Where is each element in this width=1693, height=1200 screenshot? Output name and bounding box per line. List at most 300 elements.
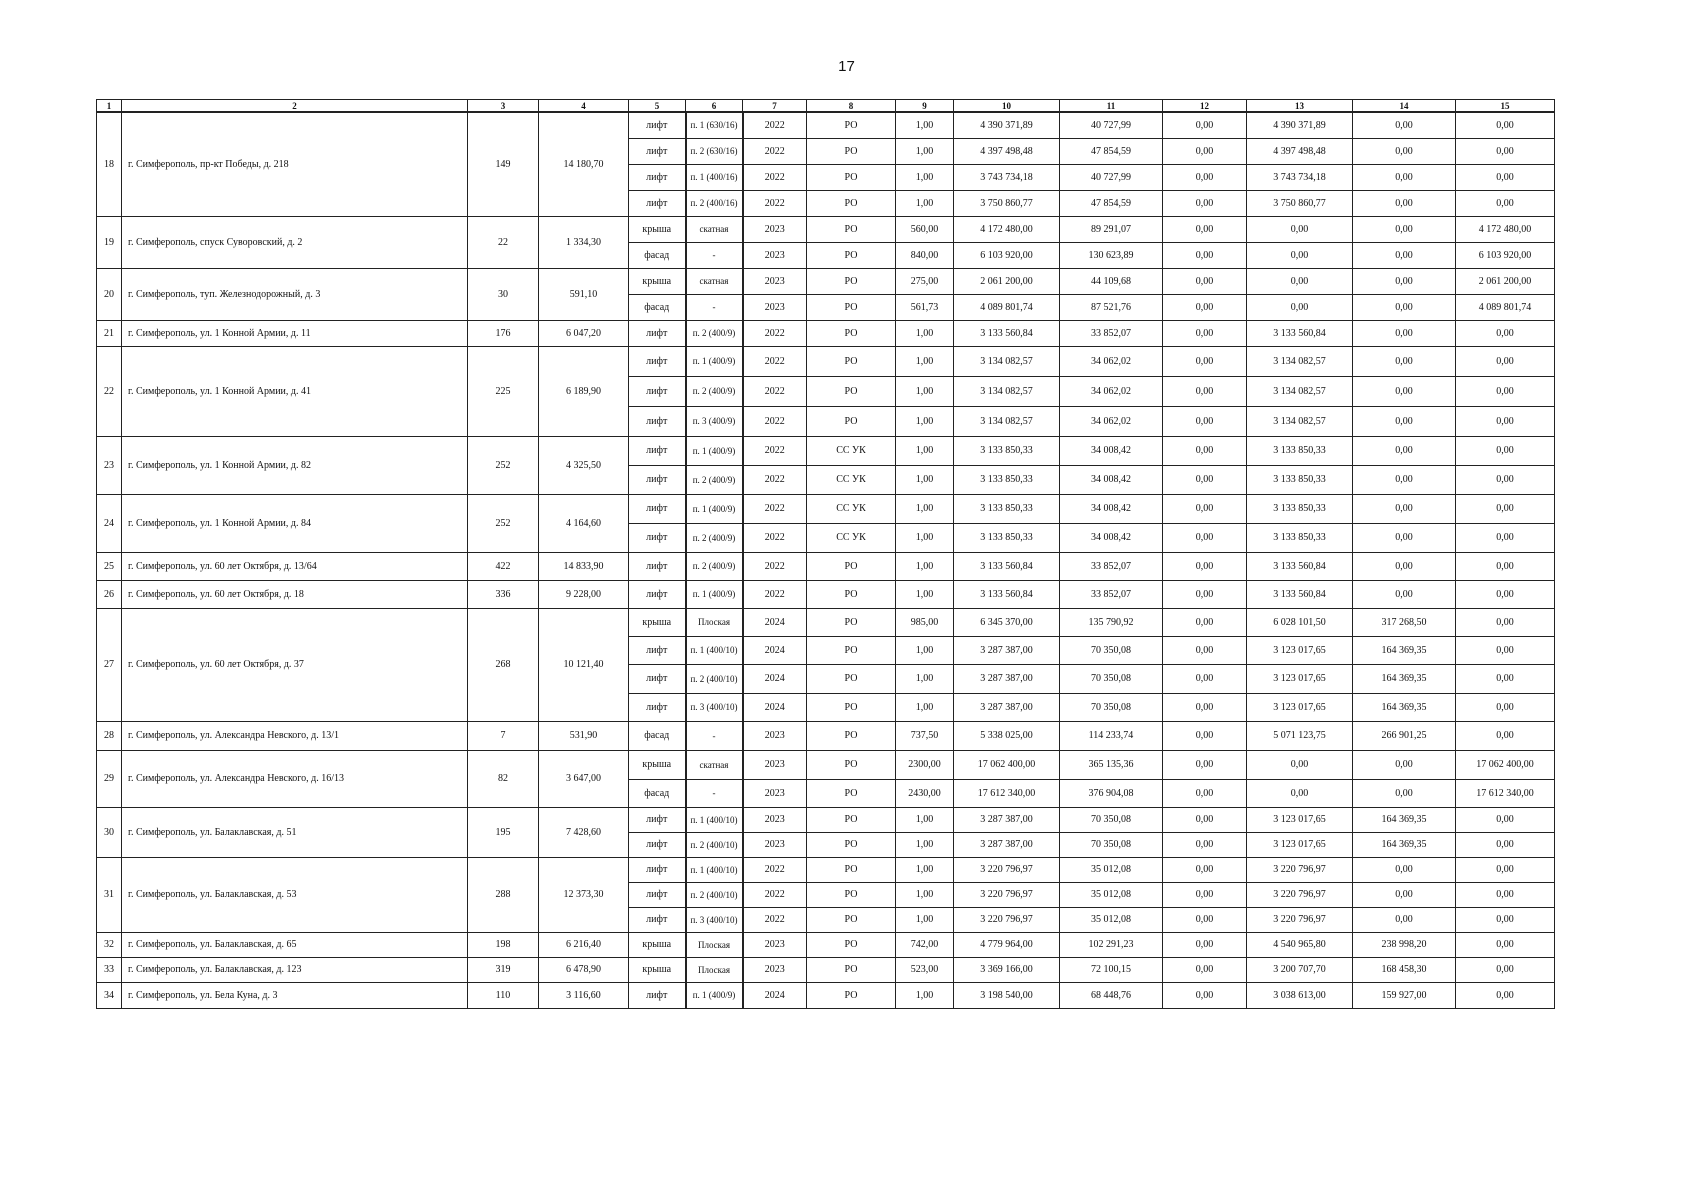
regional-fund-cell: 3 134 082,57 <box>1247 376 1353 406</box>
element-cell: крыша <box>629 932 686 957</box>
quantity-cell: 737,50 <box>896 721 954 750</box>
quantity-cell: 1,00 <box>896 982 954 1008</box>
year-cell: 2023 <box>743 832 807 857</box>
total-cost-cell: 3 369 166,00 <box>954 957 1060 982</box>
owner-fund-cell: 164 369,35 <box>1353 807 1456 832</box>
other-fund-cell: 0,00 <box>1456 907 1555 932</box>
regional-fund-cell: 3 123 017,65 <box>1247 693 1353 721</box>
cost-per-unit-cell: 135 790,92 <box>1060 608 1163 636</box>
total-cost-cell: 3 287 387,00 <box>954 693 1060 721</box>
type-text: п. 1 (400/9) <box>692 503 736 514</box>
fund-cell: 0,00 <box>1163 807 1247 832</box>
total-cost-cell: 4 779 964,00 <box>954 932 1060 957</box>
other-fund-cell: 0,00 <box>1456 138 1555 164</box>
address-cell: г. Симферополь, ул. 1 Конной Армии, д. 11 <box>122 320 468 346</box>
cost-per-unit-cell: 34 008,42 <box>1060 436 1163 465</box>
owner-fund-cell: 0,00 <box>1353 376 1456 406</box>
type-text: п. 3 (400/10) <box>690 702 738 712</box>
other-fund-cell: 0,00 <box>1456 190 1555 216</box>
total-cost-cell: 3 133 850,33 <box>954 465 1060 494</box>
source-cell: РО <box>807 580 896 608</box>
fund-cell: 0,00 <box>1163 982 1247 1008</box>
source-cell: РО <box>807 882 896 907</box>
year-cell: 2023 <box>743 779 807 807</box>
total-cost-cell: 17 612 340,00 <box>954 779 1060 807</box>
other-fund-cell: 0,00 <box>1456 580 1555 608</box>
area-cell: 14 180,70 <box>539 112 629 216</box>
quantity-cell: 523,00 <box>896 957 954 982</box>
total-cost-cell: 3 133 850,33 <box>954 494 1060 523</box>
element-cell: лифт <box>629 376 686 406</box>
other-fund-cell: 0,00 <box>1456 932 1555 957</box>
year-cell: 2023 <box>743 750 807 779</box>
quantity-cell: 1,00 <box>896 907 954 932</box>
regional-fund-cell: 3 220 796,97 <box>1247 857 1353 882</box>
cost-per-unit-cell: 33 852,07 <box>1060 552 1163 580</box>
row-number-cell: 24 <box>97 494 122 552</box>
total-cost-cell: 3 198 540,00 <box>954 982 1060 1008</box>
total-cost-cell: 3 750 860,77 <box>954 190 1060 216</box>
quantity-cell: 1,00 <box>896 523 954 552</box>
type-cell <box>686 376 743 406</box>
cost-per-unit-cell: 33 852,07 <box>1060 320 1163 346</box>
element-cell: лифт <box>629 580 686 608</box>
area-cell: 6 478,90 <box>539 957 629 982</box>
total-cost-cell: 3 133 560,84 <box>954 552 1060 580</box>
owner-fund-cell: 0,00 <box>1353 857 1456 882</box>
type-text: п. 2 (400/10) <box>690 839 738 850</box>
quantity-cell: 1,00 <box>896 857 954 882</box>
cost-per-unit-cell: 35 012,08 <box>1060 907 1163 932</box>
cost-per-unit-cell: 34 008,42 <box>1060 494 1163 523</box>
quantity-cell: 985,00 <box>896 608 954 636</box>
owner-fund-cell: 0,00 <box>1353 346 1456 376</box>
regional-fund-cell: 3 123 017,65 <box>1247 807 1353 832</box>
source-cell: РО <box>807 190 896 216</box>
regional-fund-cell: 3 133 850,33 <box>1247 436 1353 465</box>
page-number: 17 <box>838 58 855 75</box>
year-cell: 2022 <box>743 436 807 465</box>
column-header: 10 <box>954 100 1060 113</box>
source-cell: РО <box>807 636 896 664</box>
other-fund-cell: 0,00 <box>1456 608 1555 636</box>
year-cell: 2022 <box>743 164 807 190</box>
regional-fund-cell: 3 134 082,57 <box>1247 406 1353 436</box>
row-number-cell: 34 <box>97 982 122 1008</box>
type-cell <box>686 580 743 608</box>
apartments-count-cell: 252 <box>468 436 539 494</box>
apartments-count-cell: 288 <box>468 857 539 932</box>
element-cell: лифт <box>629 907 686 932</box>
element-cell: фасад <box>629 721 686 750</box>
other-fund-cell: 0,00 <box>1456 882 1555 907</box>
regional-fund-cell: 5 071 123,75 <box>1247 721 1353 750</box>
year-cell: 2022 <box>743 907 807 932</box>
address-cell: г. Симферополь, ул. Балаклавская, д. 65 <box>122 932 468 957</box>
fund-cell: 0,00 <box>1163 636 1247 664</box>
year-cell: 2023 <box>743 216 807 242</box>
year-cell: 2022 <box>743 552 807 580</box>
quantity-cell: 742,00 <box>896 932 954 957</box>
column-header: 9 <box>896 100 954 113</box>
address-cell: г. Симферополь, ул. 1 Конной Армии, д. 84 <box>122 494 468 552</box>
quantity-cell: 1,00 <box>896 465 954 494</box>
element-cell: фасад <box>629 294 686 320</box>
owner-fund-cell: 0,00 <box>1353 779 1456 807</box>
quantity-cell: 560,00 <box>896 216 954 242</box>
apartments-count-cell: 252 <box>468 494 539 552</box>
total-cost-cell: 3 134 082,57 <box>954 346 1060 376</box>
element-cell: лифт <box>629 664 686 693</box>
owner-fund-cell: 0,00 <box>1353 436 1456 465</box>
total-cost-cell: 3 287 387,00 <box>954 832 1060 857</box>
year-cell: 2022 <box>743 320 807 346</box>
cost-per-unit-cell: 87 521,76 <box>1060 294 1163 320</box>
type-text: п. 2 (400/9) <box>692 474 736 485</box>
other-fund-cell: 0,00 <box>1456 164 1555 190</box>
year-cell: 2023 <box>743 932 807 957</box>
row-number-cell: 18 <box>97 112 122 216</box>
quantity-cell: 1,00 <box>896 552 954 580</box>
row-number-cell: 30 <box>97 807 122 857</box>
total-cost-cell: 3 220 796,97 <box>954 882 1060 907</box>
type-text: п. 1 (400/10) <box>690 814 738 825</box>
element-cell: крыша <box>629 268 686 294</box>
total-cost-cell: 4 089 801,74 <box>954 294 1060 320</box>
fund-cell: 0,00 <box>1163 138 1247 164</box>
source-cell: РО <box>807 138 896 164</box>
fund-cell: 0,00 <box>1163 857 1247 882</box>
type-cell <box>686 832 743 857</box>
fund-cell: 0,00 <box>1163 294 1247 320</box>
element-cell: лифт <box>629 190 686 216</box>
table-row <box>97 320 1555 346</box>
type-cell <box>686 268 743 294</box>
source-cell: РО <box>807 268 896 294</box>
type-cell <box>686 882 743 907</box>
cost-per-unit-cell: 34 062,02 <box>1060 406 1163 436</box>
cost-per-unit-cell: 114 233,74 <box>1060 721 1163 750</box>
type-text: п. 2 (400/9) <box>692 561 736 571</box>
cost-per-unit-cell: 70 350,08 <box>1060 832 1163 857</box>
type-cell <box>686 907 743 932</box>
regional-fund-cell: 3 743 734,18 <box>1247 164 1353 190</box>
owner-fund-cell: 164 369,35 <box>1353 636 1456 664</box>
other-fund-cell: 0,00 <box>1456 721 1555 750</box>
address-cell: г. Симферополь, ул. Балаклавская, д. 53 <box>122 857 468 932</box>
column-header: 3 <box>468 100 539 113</box>
type-cell <box>686 494 743 523</box>
table-row <box>97 268 1555 294</box>
fund-cell: 0,00 <box>1163 494 1247 523</box>
element-cell: лифт <box>629 523 686 552</box>
element-cell: фасад <box>629 242 686 268</box>
type-cell <box>686 112 743 138</box>
regional-fund-cell: 0,00 <box>1247 216 1353 242</box>
total-cost-cell: 3 133 560,84 <box>954 320 1060 346</box>
other-fund-cell: 6 103 920,00 <box>1456 242 1555 268</box>
source-cell: РО <box>807 346 896 376</box>
area-cell: 3 116,60 <box>539 982 629 1008</box>
type-cell <box>686 346 743 376</box>
total-cost-cell: 3 743 734,18 <box>954 164 1060 190</box>
other-fund-cell: 0,00 <box>1456 320 1555 346</box>
apartments-count-cell: 422 <box>468 552 539 580</box>
regional-fund-cell: 4 390 371,89 <box>1247 112 1353 138</box>
owner-fund-cell: 0,00 <box>1353 242 1456 268</box>
owner-fund-cell: 0,00 <box>1353 268 1456 294</box>
fund-cell: 0,00 <box>1163 346 1247 376</box>
fund-cell: 0,00 <box>1163 693 1247 721</box>
cost-per-unit-cell: 34 062,02 <box>1060 346 1163 376</box>
row-number-cell: 22 <box>97 346 122 436</box>
regional-fund-cell: 3 134 082,57 <box>1247 346 1353 376</box>
fund-cell: 0,00 <box>1163 832 1247 857</box>
regional-fund-cell: 3 123 017,65 <box>1247 664 1353 693</box>
fund-cell: 0,00 <box>1163 436 1247 465</box>
element-cell: лифт <box>629 636 686 664</box>
year-cell: 2022 <box>743 376 807 406</box>
table-row <box>97 721 1555 750</box>
table-row <box>97 436 1555 465</box>
owner-fund-cell: 0,00 <box>1353 907 1456 932</box>
other-fund-cell: 17 062 400,00 <box>1456 750 1555 779</box>
fund-cell: 0,00 <box>1163 164 1247 190</box>
source-cell: РО <box>807 807 896 832</box>
fund-cell: 0,00 <box>1163 552 1247 580</box>
total-cost-cell: 4 397 498,48 <box>954 138 1060 164</box>
source-cell: РО <box>807 320 896 346</box>
other-fund-cell: 0,00 <box>1456 982 1555 1008</box>
type-cell <box>686 164 743 190</box>
fund-cell: 0,00 <box>1163 779 1247 807</box>
owner-fund-cell: 0,00 <box>1353 164 1456 190</box>
element-cell: лифт <box>629 346 686 376</box>
source-cell: РО <box>807 406 896 436</box>
apartments-count-cell: 198 <box>468 932 539 957</box>
total-cost-cell: 4 390 371,89 <box>954 112 1060 138</box>
element-cell: лифт <box>629 832 686 857</box>
type-text: п. 2 (400/10) <box>690 889 738 900</box>
year-cell: 2022 <box>743 882 807 907</box>
table-row <box>97 982 1555 1008</box>
type-cell <box>686 320 743 346</box>
element-cell: крыша <box>629 608 686 636</box>
regional-fund-cell: 3 133 850,33 <box>1247 523 1353 552</box>
cost-per-unit-cell: 376 904,08 <box>1060 779 1163 807</box>
other-fund-cell: 4 172 480,00 <box>1456 216 1555 242</box>
element-cell: лифт <box>629 982 686 1008</box>
area-cell: 3 647,00 <box>539 750 629 807</box>
quantity-cell: 1,00 <box>896 882 954 907</box>
total-cost-cell: 17 062 400,00 <box>954 750 1060 779</box>
row-number-cell: 26 <box>97 580 122 608</box>
column-header: 14 <box>1353 100 1456 113</box>
owner-fund-cell: 0,00 <box>1353 882 1456 907</box>
type-cell <box>686 636 743 664</box>
total-cost-cell: 3 220 796,97 <box>954 907 1060 932</box>
owner-fund-cell: 168 458,30 <box>1353 957 1456 982</box>
cost-per-unit-cell: 44 109,68 <box>1060 268 1163 294</box>
source-cell: РО <box>807 779 896 807</box>
year-cell: 2022 <box>743 346 807 376</box>
element-cell: лифт <box>629 320 686 346</box>
total-cost-cell: 3 220 796,97 <box>954 857 1060 882</box>
fund-cell: 0,00 <box>1163 608 1247 636</box>
type-cell <box>686 608 743 636</box>
cost-per-unit-cell: 40 727,99 <box>1060 164 1163 190</box>
type-text: п. 2 (400/9) <box>692 532 736 543</box>
other-fund-cell: 2 061 200,00 <box>1456 268 1555 294</box>
source-cell: РО <box>807 693 896 721</box>
element-cell: лифт <box>629 882 686 907</box>
year-cell: 2024 <box>743 693 807 721</box>
year-cell: 2024 <box>743 608 807 636</box>
table-row <box>97 857 1555 882</box>
fund-cell: 0,00 <box>1163 216 1247 242</box>
table-row <box>97 580 1555 608</box>
regional-fund-cell: 0,00 <box>1247 268 1353 294</box>
year-cell: 2024 <box>743 664 807 693</box>
type-cell <box>686 465 743 494</box>
table-row <box>97 494 1555 523</box>
area-cell: 531,90 <box>539 721 629 750</box>
owner-fund-cell: 0,00 <box>1353 216 1456 242</box>
apartments-count-cell: 225 <box>468 346 539 436</box>
type-text: п. 3 (400/10) <box>690 914 738 925</box>
source-cell: РО <box>807 932 896 957</box>
year-cell: 2024 <box>743 636 807 664</box>
quantity-cell: 1,00 <box>896 807 954 832</box>
type-cell <box>686 552 743 580</box>
type-text: - <box>712 730 716 741</box>
year-cell: 2024 <box>743 982 807 1008</box>
element-cell: лифт <box>629 465 686 494</box>
quantity-cell: 1,00 <box>896 190 954 216</box>
regional-fund-cell: 3 220 796,97 <box>1247 882 1353 907</box>
address-cell: г. Симферополь, ул. Александра Невского, д. 13/1 <box>122 721 468 750</box>
year-cell: 2023 <box>743 721 807 750</box>
cost-per-unit-cell: 35 012,08 <box>1060 882 1163 907</box>
cost-per-unit-cell: 68 448,76 <box>1060 982 1163 1008</box>
element-cell: лифт <box>629 552 686 580</box>
type-text: п. 1 (400/9) <box>692 589 736 599</box>
source-cell: РО <box>807 957 896 982</box>
source-cell: РО <box>807 242 896 268</box>
type-text: п. 1 (400/9) <box>692 445 736 456</box>
total-cost-cell: 2 061 200,00 <box>954 268 1060 294</box>
cost-per-unit-cell: 102 291,23 <box>1060 932 1163 957</box>
type-text: п. 2 (400/9) <box>692 328 736 338</box>
regional-fund-cell: 3 133 850,33 <box>1247 494 1353 523</box>
total-cost-cell: 4 172 480,00 <box>954 216 1060 242</box>
type-cell <box>686 750 743 779</box>
regional-fund-cell: 3 750 860,77 <box>1247 190 1353 216</box>
type-cell <box>686 932 743 957</box>
quantity-cell: 1,00 <box>896 636 954 664</box>
source-cell: РО <box>807 907 896 932</box>
quantity-cell: 561,73 <box>896 294 954 320</box>
other-fund-cell: 0,00 <box>1456 406 1555 436</box>
source-cell: РО <box>807 664 896 693</box>
area-cell: 10 121,40 <box>539 608 629 721</box>
fund-cell: 0,00 <box>1163 957 1247 982</box>
area-cell: 6 047,20 <box>539 320 629 346</box>
type-text: п. 2 (630/16) <box>690 146 738 156</box>
apartments-count-cell: 30 <box>468 268 539 320</box>
total-cost-cell: 3 134 082,57 <box>954 406 1060 436</box>
element-cell: фасад <box>629 779 686 807</box>
owner-fund-cell: 0,00 <box>1353 406 1456 436</box>
fund-cell: 0,00 <box>1163 465 1247 494</box>
source-cell: РО <box>807 164 896 190</box>
table-row <box>97 750 1555 779</box>
element-cell: лифт <box>629 857 686 882</box>
type-text: Плоская <box>697 617 731 627</box>
address-cell: г. Симферополь, спуск Суворовский, д. 2 <box>122 216 468 268</box>
owner-fund-cell: 0,00 <box>1353 294 1456 320</box>
address-cell: г. Симферополь, пр-кт Победы, д. 218 <box>122 112 468 216</box>
row-number-cell: 29 <box>97 750 122 807</box>
table-row <box>97 112 1555 138</box>
type-text: скатная <box>699 759 729 770</box>
type-cell <box>686 190 743 216</box>
quantity-cell: 1,00 <box>896 406 954 436</box>
owner-fund-cell: 0,00 <box>1353 750 1456 779</box>
table-row <box>97 957 1555 982</box>
year-cell: 2022 <box>743 857 807 882</box>
owner-fund-cell: 164 369,35 <box>1353 693 1456 721</box>
other-fund-cell: 0,00 <box>1456 957 1555 982</box>
apartments-count-cell: 195 <box>468 807 539 857</box>
area-cell: 9 228,00 <box>539 580 629 608</box>
type-cell <box>686 779 743 807</box>
fund-cell: 0,00 <box>1163 376 1247 406</box>
cost-per-unit-cell: 40 727,99 <box>1060 112 1163 138</box>
type-text: скатная <box>699 224 729 234</box>
row-number-cell: 20 <box>97 268 122 320</box>
regional-fund-cell: 3 133 560,84 <box>1247 552 1353 580</box>
type-text: Плоская <box>697 964 731 975</box>
column-header: 8 <box>807 100 896 113</box>
type-text: п. 1 (400/9) <box>692 990 736 1000</box>
total-cost-cell: 6 345 370,00 <box>954 608 1060 636</box>
element-cell: крыша <box>629 750 686 779</box>
other-fund-cell: 0,00 <box>1456 436 1555 465</box>
total-cost-cell: 3 133 850,33 <box>954 523 1060 552</box>
source-cell: РО <box>807 112 896 138</box>
year-cell: 2022 <box>743 465 807 494</box>
regional-fund-cell: 0,00 <box>1247 294 1353 320</box>
type-text: п. 1 (400/10) <box>690 645 738 655</box>
address-cell: г. Симферополь, ул. 60 лет Октября, д. 13/64 <box>122 552 468 580</box>
row-number-cell: 27 <box>97 608 122 721</box>
total-cost-cell: 3 133 560,84 <box>954 580 1060 608</box>
fund-cell: 0,00 <box>1163 750 1247 779</box>
row-number-cell: 33 <box>97 957 122 982</box>
column-header: 12 <box>1163 100 1247 113</box>
row-number-cell: 28 <box>97 721 122 750</box>
type-cell <box>686 294 743 320</box>
apartments-count-cell: 176 <box>468 320 539 346</box>
type-text: п. 1 (400/9) <box>692 356 736 366</box>
address-cell: г. Симферополь, ул. 1 Конной Армии, д. 41 <box>122 346 468 436</box>
column-header: 7 <box>743 100 807 113</box>
table-row <box>97 608 1555 636</box>
table-row <box>97 216 1555 242</box>
row-number-cell: 23 <box>97 436 122 494</box>
source-cell: РО <box>807 552 896 580</box>
